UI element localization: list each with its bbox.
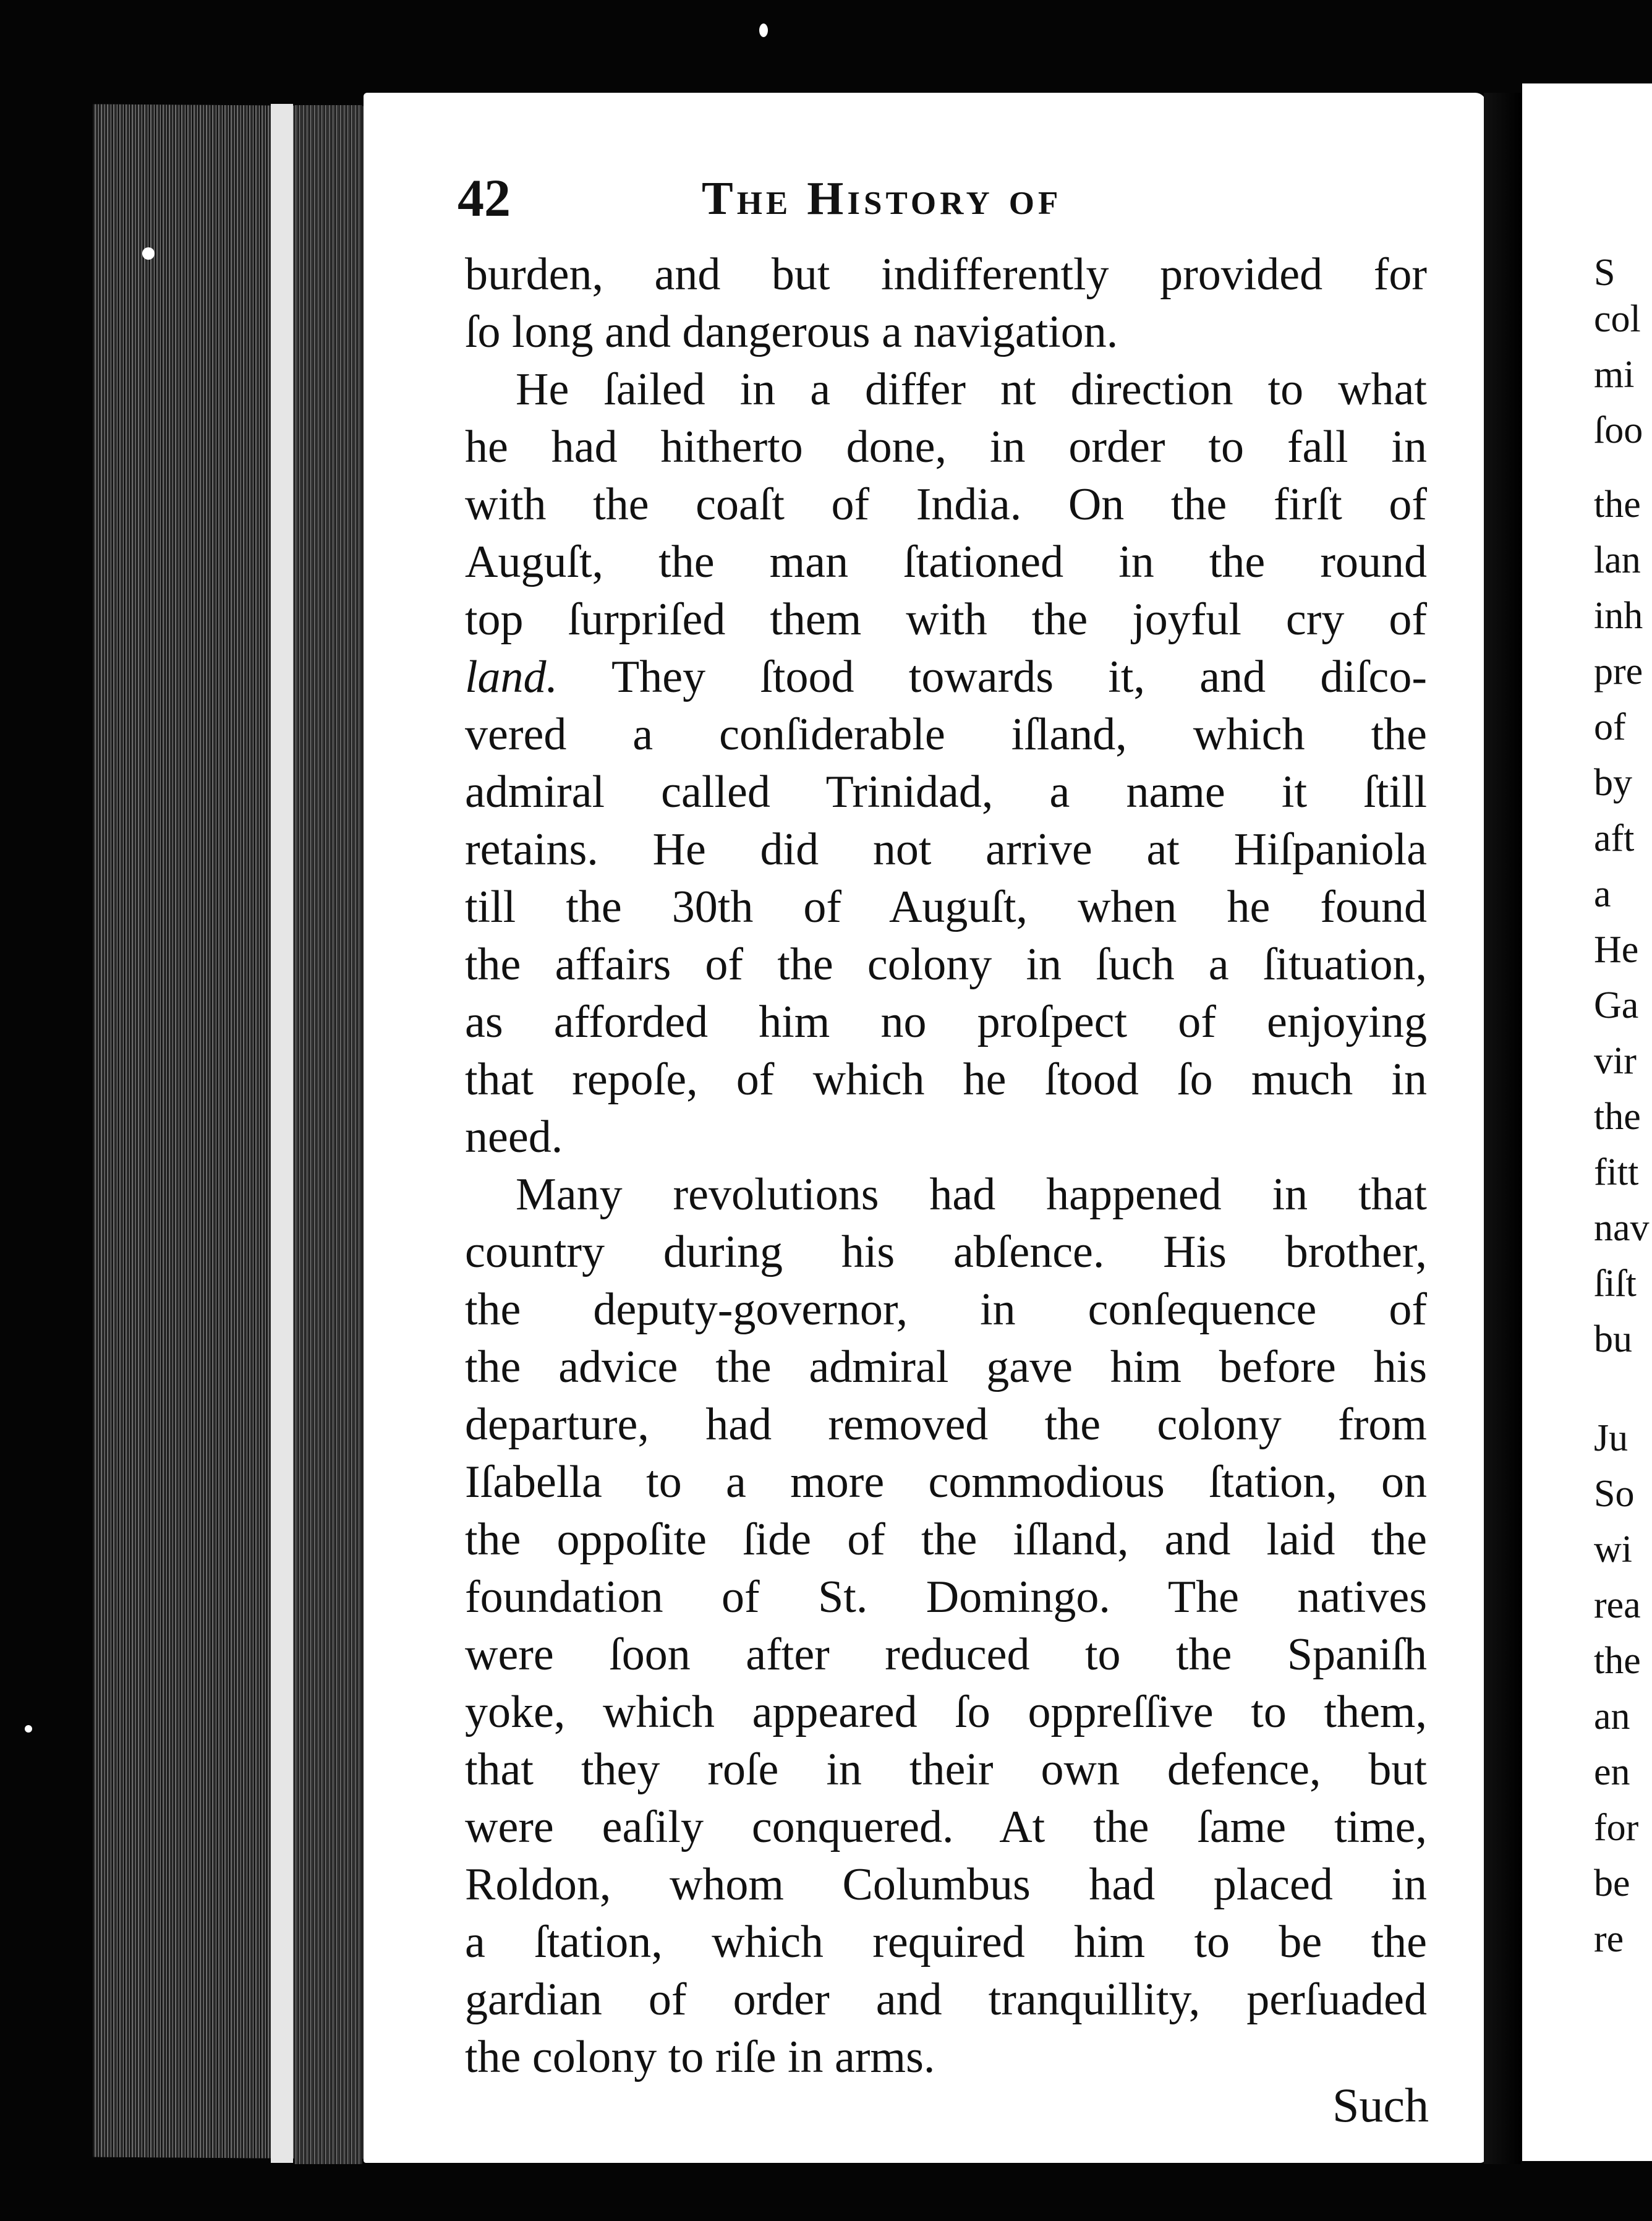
scan-speck (25, 1725, 32, 1733)
text-line: gardian of order and tranquillity, perſuaded (465, 1974, 1427, 2025)
facing-page-fragment: a (1594, 873, 1611, 915)
text-line: departure, had removed the colony from (465, 1399, 1427, 1450)
facing-page-fragment: be (1594, 1862, 1630, 1904)
facing-page-fragment: Ga (1594, 984, 1639, 1026)
running-head: The History of (702, 173, 1062, 224)
catchword: Such (1332, 2078, 1429, 2132)
text-line: the advice the admiral gave him before his (465, 1342, 1427, 1392)
scan-speck (142, 247, 155, 260)
facing-page-fragment: S (1594, 252, 1616, 294)
body-text (465, 246, 1427, 2086)
facing-page-fragment: by (1594, 762, 1632, 804)
facing-page-fragment: re (1594, 1918, 1624, 1960)
facing-page-fragment: the (1594, 1640, 1641, 1682)
facing-page-fragment: an (1594, 1695, 1630, 1737)
text-line: ſo long and dangerous a navigation. (465, 307, 1118, 357)
text-line: as afforded him no proſpect of enjoying (465, 997, 1427, 1047)
text-line: he had hitherto done, in order to fall in (465, 422, 1427, 472)
text-line: were ſoon after reduced to the Spaniſh (465, 1629, 1427, 1680)
text-line: the deputy-governor, in conſequence of (465, 1284, 1427, 1335)
facing-page-fragment: lan (1594, 539, 1641, 581)
text-line: that repoſe, of which he ſtood ſo much in (465, 1054, 1427, 1105)
text-line: with the coaſt of India. On the firſt of (465, 479, 1427, 530)
facing-page-fragment: nav (1594, 1207, 1650, 1249)
facing-page-fragment: pre (1594, 650, 1643, 693)
text-line: the affairs of the colony in ſuch a ſituation, (465, 939, 1427, 990)
text-line: were eaſily conquered. At the ſame time, (465, 1802, 1427, 1852)
text-line: the colony to riſe in arms. (465, 2032, 935, 2082)
facing-page-fragment: the (1594, 484, 1641, 526)
facing-page-fragment: inh (1594, 595, 1643, 637)
facing-page-fragment: en (1594, 1751, 1630, 1793)
text-line: top ſurpriſed them with the joyful cry of (465, 594, 1427, 645)
text-line: He ſailed in a differ nt direction to what (516, 364, 1427, 415)
facing-page-fragment: fitt (1594, 1151, 1639, 1193)
text-line: that they roſe in their own defence, but (465, 1744, 1427, 1795)
page-edge-highlight (271, 104, 293, 2163)
book-gutter (1484, 93, 1521, 2164)
text-line: need. (465, 1112, 563, 1162)
text-line: land. They ſtood towards it, and diſco- (465, 652, 1427, 702)
text-line: admiral called Trinidad, a name it ſtill (465, 767, 1427, 817)
facing-page-fragment: bu (1594, 1318, 1632, 1360)
text-line: Auguſt, the man ſtationed in the round (465, 537, 1427, 587)
facing-page-fragment: col (1594, 298, 1641, 340)
facing-page-fragment: for (1594, 1807, 1639, 1849)
facing-page-fragment: aft (1594, 817, 1635, 859)
text-line: burden, and but indifferently provided for (465, 249, 1427, 300)
facing-page-fragment: vir (1594, 1040, 1637, 1082)
facing-page-fragment: ſoo (1594, 409, 1643, 451)
text-line: Iſabella to a more commodious ſtation, on (465, 1457, 1427, 1507)
page-number: 42 (458, 168, 511, 228)
text-line: foundation of St. Domingo. The natives (465, 1572, 1427, 1622)
text-line: retains. He did not arrive at Hiſpaniola (465, 824, 1427, 875)
facing-page-fragment: mi (1594, 354, 1635, 396)
facing-page-fragment: the (1594, 1096, 1641, 1138)
facing-page-fragment: So (1594, 1473, 1635, 1515)
text-line: vered a conſiderable iſland, which the (465, 709, 1427, 760)
text-line: Roldon, whom Columbus had placed in (465, 1859, 1427, 1910)
text-line: till the 30th of Auguſt, when he found (465, 882, 1427, 932)
text-line: a ſtation, which required him to be the (465, 1917, 1427, 1967)
text-line: yoke, which appeared ſo oppreſſive to them, (465, 1687, 1427, 1737)
facing-page-fragment: ſiſt (1594, 1263, 1637, 1305)
facing-page-fragment: Ju (1594, 1417, 1629, 1459)
page-header (458, 167, 1447, 235)
text-line: Many revolutions had happened in that (516, 1169, 1427, 1220)
scan-speck (759, 23, 768, 37)
facing-page-fragment: He (1594, 929, 1639, 971)
facing-page-fragment: rea (1594, 1584, 1641, 1626)
page-block-shadow (294, 105, 362, 2164)
facing-page-fragment: wi (1594, 1528, 1632, 1571)
text-line: country during his abſence. His brother, (465, 1227, 1427, 1277)
facing-page-fragment: of (1594, 706, 1626, 748)
text-line: the oppoſite ſide of the iſland, and laid the (465, 1514, 1427, 1565)
